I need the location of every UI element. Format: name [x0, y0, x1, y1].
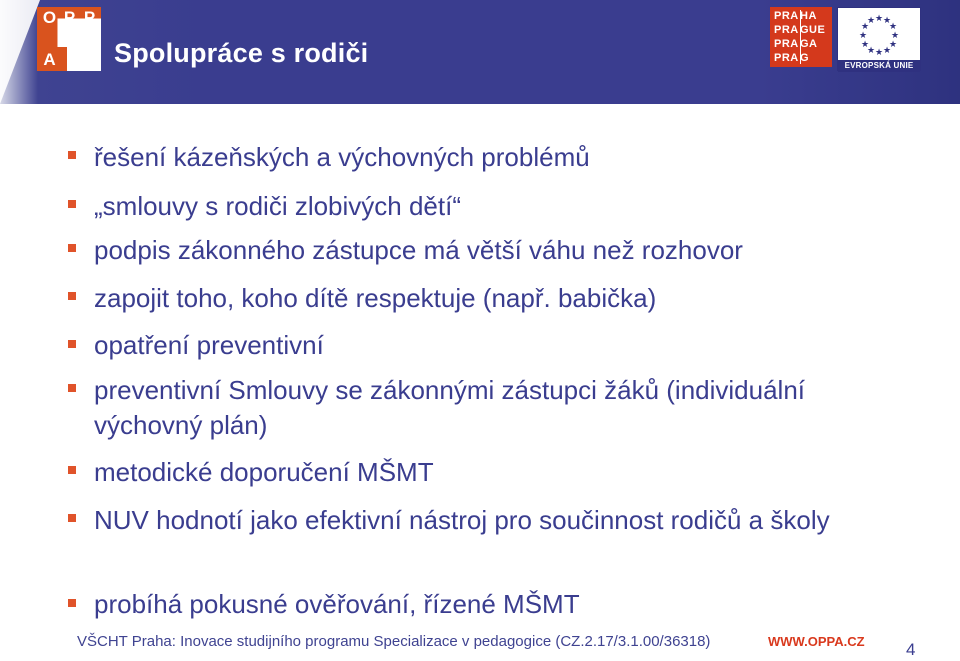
footer-text: VŠCHT Praha: Inovace studijního programu Specializace v pedagogice (CZ.2.17/3.1.00/36318): [77, 633, 711, 650]
bullet-item: NUV hodnotí jako efektivní nástroj pro součinnost rodičů a školy: [94, 505, 830, 535]
svg-text:★: ★: [858, 31, 868, 41]
bullet-marker: [68, 340, 76, 348]
bullet-item: „smlouvy s rodiči zlobivých dětí“: [94, 191, 461, 221]
opp-logo-letter-p2: P: [83, 8, 96, 27]
bullet-marker: [68, 200, 76, 208]
svg-text:★: ★: [860, 40, 870, 50]
opp-logo: [37, 7, 101, 71]
svg-text:★: ★: [882, 46, 892, 56]
bullet-marker: [68, 466, 76, 474]
eu-label: EVROPSKÁ UNIE: [838, 60, 920, 72]
page-number: 4: [906, 640, 916, 659]
bullet-marker: [68, 244, 76, 252]
eu-stars-icon: [839, 9, 919, 61]
svg-text:★: ★: [882, 16, 892, 26]
opp-logo-letter-o: O: [42, 8, 57, 27]
svg-text:★: ★: [866, 16, 876, 26]
svg-text:★: ★: [874, 48, 884, 58]
bullet-marker: [68, 292, 76, 300]
bullet-item: preventivní Smlouvy se zákonnými zástupci žáků (individuální výchovný plán): [94, 375, 806, 440]
svg-text:★: ★: [890, 31, 900, 41]
svg-text:★: ★: [874, 14, 884, 24]
slide-title: Spolupráce s rodiči: [114, 38, 369, 68]
bullet-item: podpis zákonného zástupce má větší váhu než rozhovor: [94, 235, 743, 265]
bullet-marker: [68, 599, 76, 607]
svg-text:★: ★: [866, 46, 876, 56]
svg-text:★: ★: [888, 40, 898, 50]
bullet-item: metodické doporučení MŠMT: [94, 457, 434, 487]
svg-text:★: ★: [860, 22, 870, 32]
bullet-item: opatření preventivní: [94, 330, 324, 360]
eu-logo: [837, 7, 921, 71]
bullet-marker: [68, 514, 76, 522]
bullet-item: probíhá pokusné ověřování, řízené MŠMT: [94, 589, 580, 619]
bullet-marker: [68, 151, 76, 159]
svg-text:★: ★: [888, 22, 898, 32]
header-wedge: [0, 0, 40, 104]
bullet-item: zapojit toho, koho dítě respektuje (např. babička): [94, 283, 657, 313]
bullet-marker: [68, 384, 76, 392]
praha-logo: PRAHA PRAGUE PRAGA PRAG: [770, 7, 832, 67]
bullet-item: řešení kázeňských a výchovných problémů: [94, 142, 590, 172]
opp-logo-letter-p1: P: [63, 8, 76, 27]
opp-logo-letter-a: A: [43, 50, 56, 69]
footer-url-link[interactable]: WWW.OPPA.CZ: [768, 634, 865, 649]
